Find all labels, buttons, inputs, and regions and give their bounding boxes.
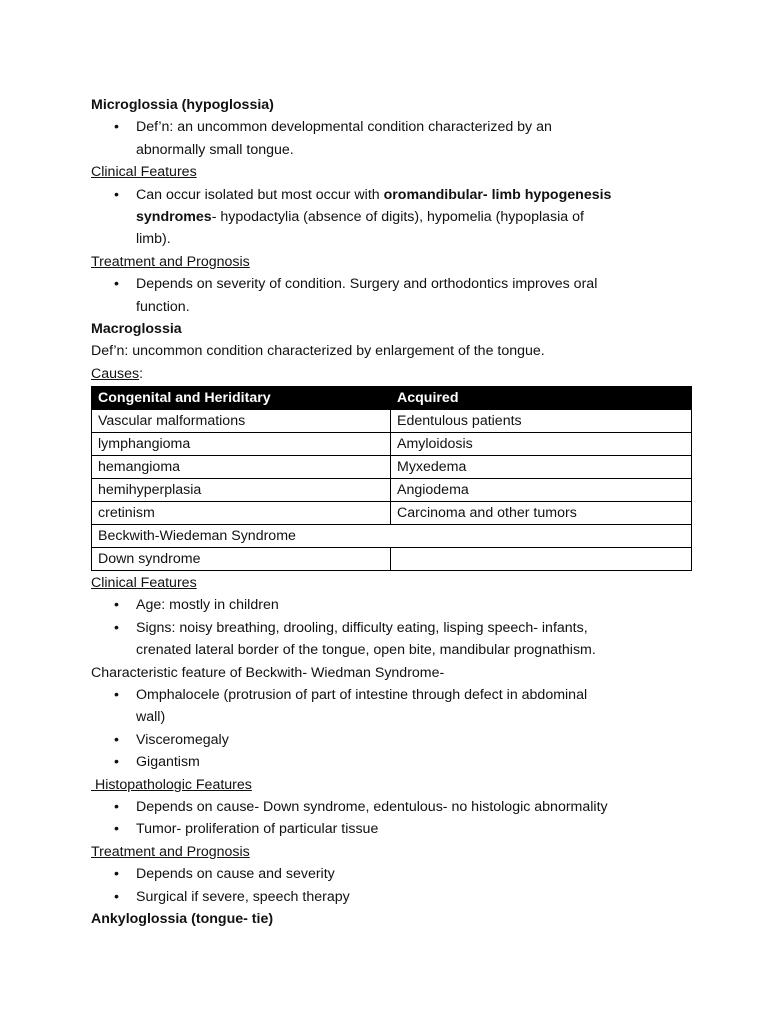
list-item: • Depends on severity of condition. Surgery and orthodontics improves oral: [91, 273, 701, 295]
table-cell: Edentulous patients: [391, 410, 692, 433]
bullet-icon: •: [114, 597, 119, 614]
histopathologic-heading: Histopathologic Features: [91, 776, 252, 793]
table-row: [92, 456, 692, 479]
clinical-features-heading: Clinical Features: [91, 164, 197, 181]
table-row: [92, 502, 692, 525]
table-cell: Beckwith-Wiedeman Syndrome: [92, 525, 692, 548]
list-item: • Visceromegaly: [91, 729, 701, 751]
table-row: [92, 433, 692, 456]
macroglossia-definition: Def’n: uncommon condition characterized by enlargement of the tongue.: [91, 343, 545, 360]
bullet-icon: •: [114, 687, 119, 704]
bullet-icon: •: [114, 186, 119, 203]
table-cell: Vascular malformations: [92, 410, 391, 433]
table-cell: [391, 548, 692, 571]
table-row: [92, 410, 692, 433]
list-item: • Signs: noisy breathing, drooling, difficulty eating, lisping speech- infants,: [91, 617, 701, 639]
bullet-icon: •: [114, 866, 119, 883]
bullet-icon: •: [114, 619, 119, 636]
table-cell: Down syndrome: [92, 548, 391, 571]
causes-label: Causes:: [91, 365, 144, 382]
table-row: [92, 548, 692, 571]
bullet-icon: •: [114, 821, 119, 838]
document-page: [91, 94, 701, 930]
table-cell: Myxedema: [391, 456, 692, 479]
bullet-icon: •: [114, 276, 119, 293]
clinical-features-heading: Clinical Features: [91, 575, 197, 592]
macroglossia-title: Macroglossia: [91, 320, 182, 337]
list-item-continuation: syndromes- hypodactylia (absence of digits), hypomelia (hypoplasia of: [136, 208, 584, 225]
list-item-continuation: limb).: [136, 231, 171, 248]
bullet-icon: •: [114, 888, 119, 905]
list-item: • Gigantism: [91, 751, 701, 773]
table-cell: cretinism: [92, 502, 391, 525]
table-cell: hemangioma: [92, 456, 391, 479]
list-item: • Surgical if severe, speech therapy: [91, 886, 701, 908]
table-row: [92, 525, 692, 548]
table-cell: Carcinoma and other tumors: [391, 502, 692, 525]
table-header-row: [92, 387, 692, 410]
list-item: • Depends on cause- Down syndrome, edentulous- no histologic abnormality: [91, 796, 701, 818]
beckwith-heading: Characteristic feature of Beckwith- Wiedman Syndrome-: [91, 664, 445, 681]
list-item-continuation: crenated lateral border of the tongue, open bite, mandibular prognathism.: [136, 642, 596, 659]
list-item-continuation: function.: [136, 298, 190, 315]
list-item: • Can occur isolated but most occur with oromandibular- limb hypogenesis: [91, 184, 701, 206]
table-cell: lymphangioma: [92, 433, 391, 456]
column-header: Acquired: [391, 387, 692, 410]
table-row: [92, 479, 692, 502]
bullet-icon: •: [114, 754, 119, 771]
bullet-icon: •: [114, 731, 119, 748]
bullet-icon: •: [114, 119, 119, 136]
bullet-icon: •: [114, 798, 119, 815]
microglossia-title: Microglossia (hypoglossia): [91, 97, 274, 113]
list-item: • Tumor- proliferation of particular tissue: [91, 818, 701, 840]
table-cell: Amyloidosis: [391, 433, 692, 456]
list-item: • Age: mostly in children: [91, 594, 701, 616]
ankyloglossia-title: Ankyloglossia (tongue- tie): [91, 910, 274, 927]
table-cell: hemihyperplasia: [92, 479, 391, 502]
list-item: • Depends on cause and severity: [91, 863, 701, 885]
list-item-continuation: wall): [136, 709, 166, 726]
treatment-heading: Treatment and Prognosis: [91, 843, 250, 860]
table-cell: Angiodema: [391, 479, 692, 502]
list-item: • Omphalocele (protrusion of part of intestine through defect in abdominal: [91, 684, 701, 706]
list-item-continuation: abnormally small tongue.: [136, 141, 294, 158]
list-item: • Def’n: an uncommon developmental condition characterized by an: [91, 116, 701, 138]
causes-table: [91, 386, 692, 571]
treatment-heading: Treatment and Prognosis: [91, 253, 250, 270]
column-header: Congenital and Heriditary: [92, 387, 391, 410]
